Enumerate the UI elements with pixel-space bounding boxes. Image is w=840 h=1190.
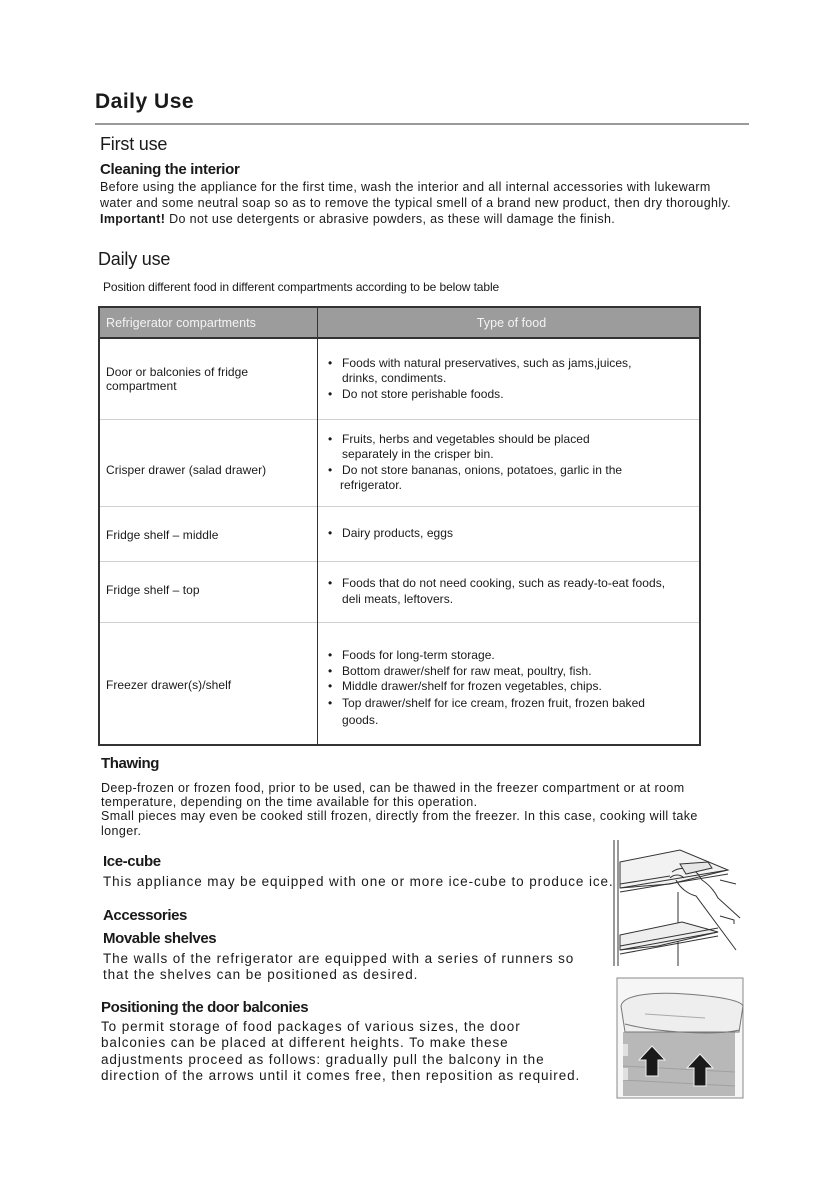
subheading-movable-shelves: Movable shelves xyxy=(103,930,217,947)
text-line: longer. xyxy=(101,823,142,838)
compartment-cell xyxy=(99,338,318,419)
section-heading-ice-cube: Ice-cube xyxy=(103,853,161,870)
title-divider xyxy=(95,123,749,125)
food-bullet: • Dairy products, eggs xyxy=(326,526,693,542)
text-line: water and some neutral soap so as to remove the typical smell of a brand new product, then dry thoroughly. xyxy=(100,195,731,210)
food-bullet: • Fruits, herbs and vegetables should be placed separately in the crisper bin. xyxy=(326,432,693,463)
food-cell xyxy=(318,622,701,745)
table-header-row xyxy=(99,307,700,338)
column-header-compartments: Refrigerator compartments xyxy=(99,307,318,338)
important-note xyxy=(100,212,770,228)
food-bullet: • Middle drawer/shelf for frozen vegetables, chips. xyxy=(326,679,693,695)
food-cell xyxy=(318,338,701,419)
table-row xyxy=(99,622,700,745)
thawing-paragraph xyxy=(101,781,741,838)
food-bullet: • Foods that do not need cooking, such as ready-to-eat foods, deli meats, leftovers. xyxy=(326,576,693,607)
text-line: balconies can be placed at different heights. To make these xyxy=(101,1035,509,1051)
subheading-cleaning-interior: Cleaning the interior xyxy=(100,161,240,178)
compartment-text: Door or balconies of fridge xyxy=(106,364,249,379)
door-balcony-illustration xyxy=(615,976,745,1100)
compartment-text: compartment xyxy=(106,378,177,393)
ice-cube-text: This appliance may be equipped with one or more ice-cube to produce ice. xyxy=(103,874,614,889)
important-label: Important! xyxy=(100,212,166,226)
column-header-type-of-food: Type of food xyxy=(318,307,701,338)
compartment-text: Freezer drawer(s)/shelf xyxy=(106,678,232,693)
food-bullet: • Foods for long-term storage. xyxy=(326,648,693,664)
text-line: Small pieces may even be cooked still frozen, directly from the freezer. In this case, cooking will take xyxy=(101,809,698,824)
page-title: Daily Use xyxy=(95,90,195,113)
compartment-cell xyxy=(99,561,318,622)
text-line: To permit storage of food packages of various sizes, the door xyxy=(101,1019,521,1034)
text-line: Deep-frozen or frozen food, prior to be used, can be thawed in the freezer compartment or at room xyxy=(101,781,685,795)
text-line: that the shelves can be positioned as desired. xyxy=(103,967,419,983)
text-line: Before using the appliance for the first time, wash the interior and all internal accessories with lukewarm xyxy=(100,180,711,194)
food-compartment-table xyxy=(98,306,701,746)
text-line: temperature, depending on the time available for this operation. xyxy=(101,795,478,810)
food-cell xyxy=(318,419,701,506)
table-row xyxy=(99,338,700,419)
section-heading-accessories: Accessories xyxy=(103,907,187,924)
cleaning-paragraph xyxy=(100,180,770,228)
table-row xyxy=(99,419,700,506)
text-line: adjustments proceed as follows: gradually pull the balcony in the xyxy=(101,1051,545,1067)
food-bullet: • Bottom drawer/shelf for raw meat, poultry, fish. xyxy=(326,664,693,680)
compartment-cell xyxy=(99,419,318,506)
section-heading-thawing: Thawing xyxy=(101,755,160,772)
food-bullet: • Top drawer/shelf for ice cream, frozen fruit, frozen baked goods. xyxy=(326,695,693,729)
compartment-cell xyxy=(99,622,318,745)
important-text: Do not use detergents or abrasive powders, as these will damage the finish. xyxy=(165,212,616,226)
table-row xyxy=(99,506,700,561)
compartment-cell xyxy=(99,506,318,561)
movable-shelves-paragraph xyxy=(103,951,574,984)
subheading-door-balconies: Positioning the door balconies xyxy=(101,999,309,1016)
section-heading-daily-use: Daily use xyxy=(98,249,171,269)
text-line: direction of the arrows until it comes free, then reposition as required. xyxy=(101,1067,581,1083)
compartment-text: Fridge shelf – top xyxy=(106,582,200,597)
food-cell xyxy=(318,506,701,561)
food-bullet: • Do not store perishable foods. xyxy=(326,387,693,403)
door-balconies-paragraph xyxy=(101,1019,580,1084)
table-intro: Position different food in different compartments according to be below table xyxy=(103,280,500,294)
compartment-text: Fridge shelf – middle xyxy=(106,527,219,542)
compartment-text: Crisper drawer (salad drawer) xyxy=(106,462,267,477)
food-cell xyxy=(318,561,701,622)
food-bullet: • Do not store bananas, onions, potatoes, garlic in the refrigerator. xyxy=(326,463,693,494)
text-line: The walls of the refrigerator are equipped with a series of runners so xyxy=(103,951,575,966)
section-heading-first-use: First use xyxy=(100,134,168,154)
movable-shelf-illustration xyxy=(610,840,750,968)
table-row xyxy=(99,561,700,622)
food-bullet: • Foods with natural preservatives, such as jams,juices, drinks, condiments. xyxy=(326,356,693,387)
